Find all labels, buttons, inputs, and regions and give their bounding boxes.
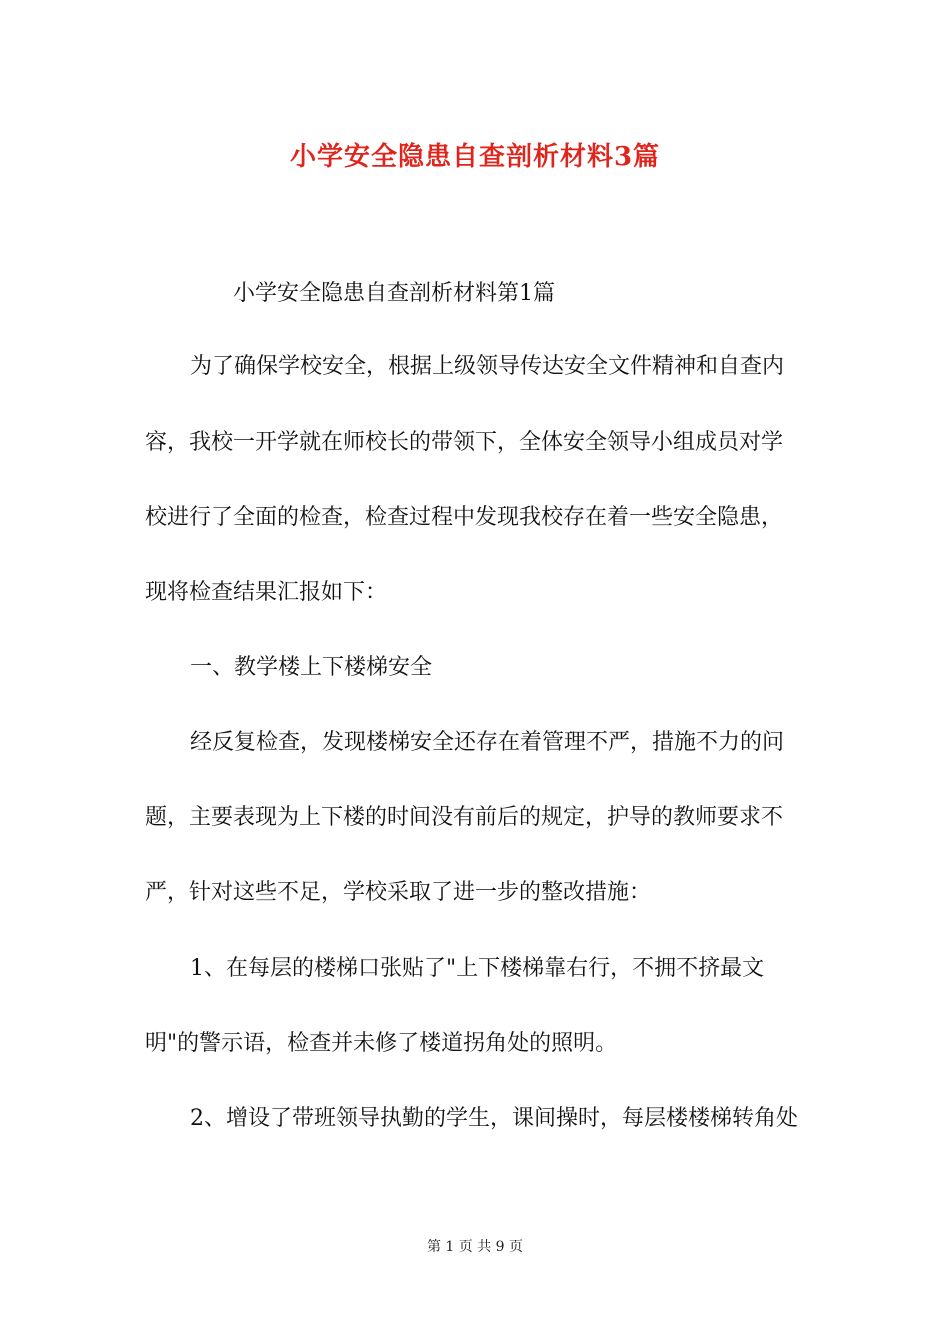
paragraph-line: 容，我校一开学就在师校长的带领下，全体安全领导小组成员对学 bbox=[145, 430, 784, 455]
section-heading: 小学安全隐患自查剖析材料第1篇 bbox=[233, 281, 555, 306]
list-item-line: 1、在每层的楼梯口张贴了"上下楼梯靠右行，不拥不挤最文 bbox=[190, 956, 765, 981]
paragraph-line: 题，主要表现为上下楼的时间没有前后的规定，护导的教师要求不 bbox=[145, 805, 784, 830]
page-number: 第 1 页 共 9 页 bbox=[426, 1239, 524, 1255]
document-title: 小学安全隐患自查剖析材料3篇 bbox=[289, 142, 661, 172]
subsection-heading: 一、教学楼上下楼梯安全 bbox=[190, 655, 433, 680]
paragraph-line: 现将检查结果汇报如下： bbox=[145, 580, 388, 605]
paragraph-line: 经反复检查，发现楼梯安全还存在着管理不严，措施不力的问 bbox=[190, 730, 785, 755]
paragraph-line: 为了确保学校安全，根据上级领导传达安全文件精神和自查内 bbox=[190, 354, 785, 379]
list-item-line: 明"的警示语，检查并未修了楼道拐角处的照明。 bbox=[145, 1031, 618, 1056]
list-item-line: 2、增设了带班领导执勤的学生，课间操时，每层楼楼梯转角处 bbox=[190, 1106, 798, 1131]
paragraph-line: 严，针对这些不足，学校采取了进一步的整改措施： bbox=[145, 880, 652, 905]
paragraph-line: 校进行了全面的检查，检查过程中发现我校存在着一些安全隐患， bbox=[145, 505, 784, 530]
